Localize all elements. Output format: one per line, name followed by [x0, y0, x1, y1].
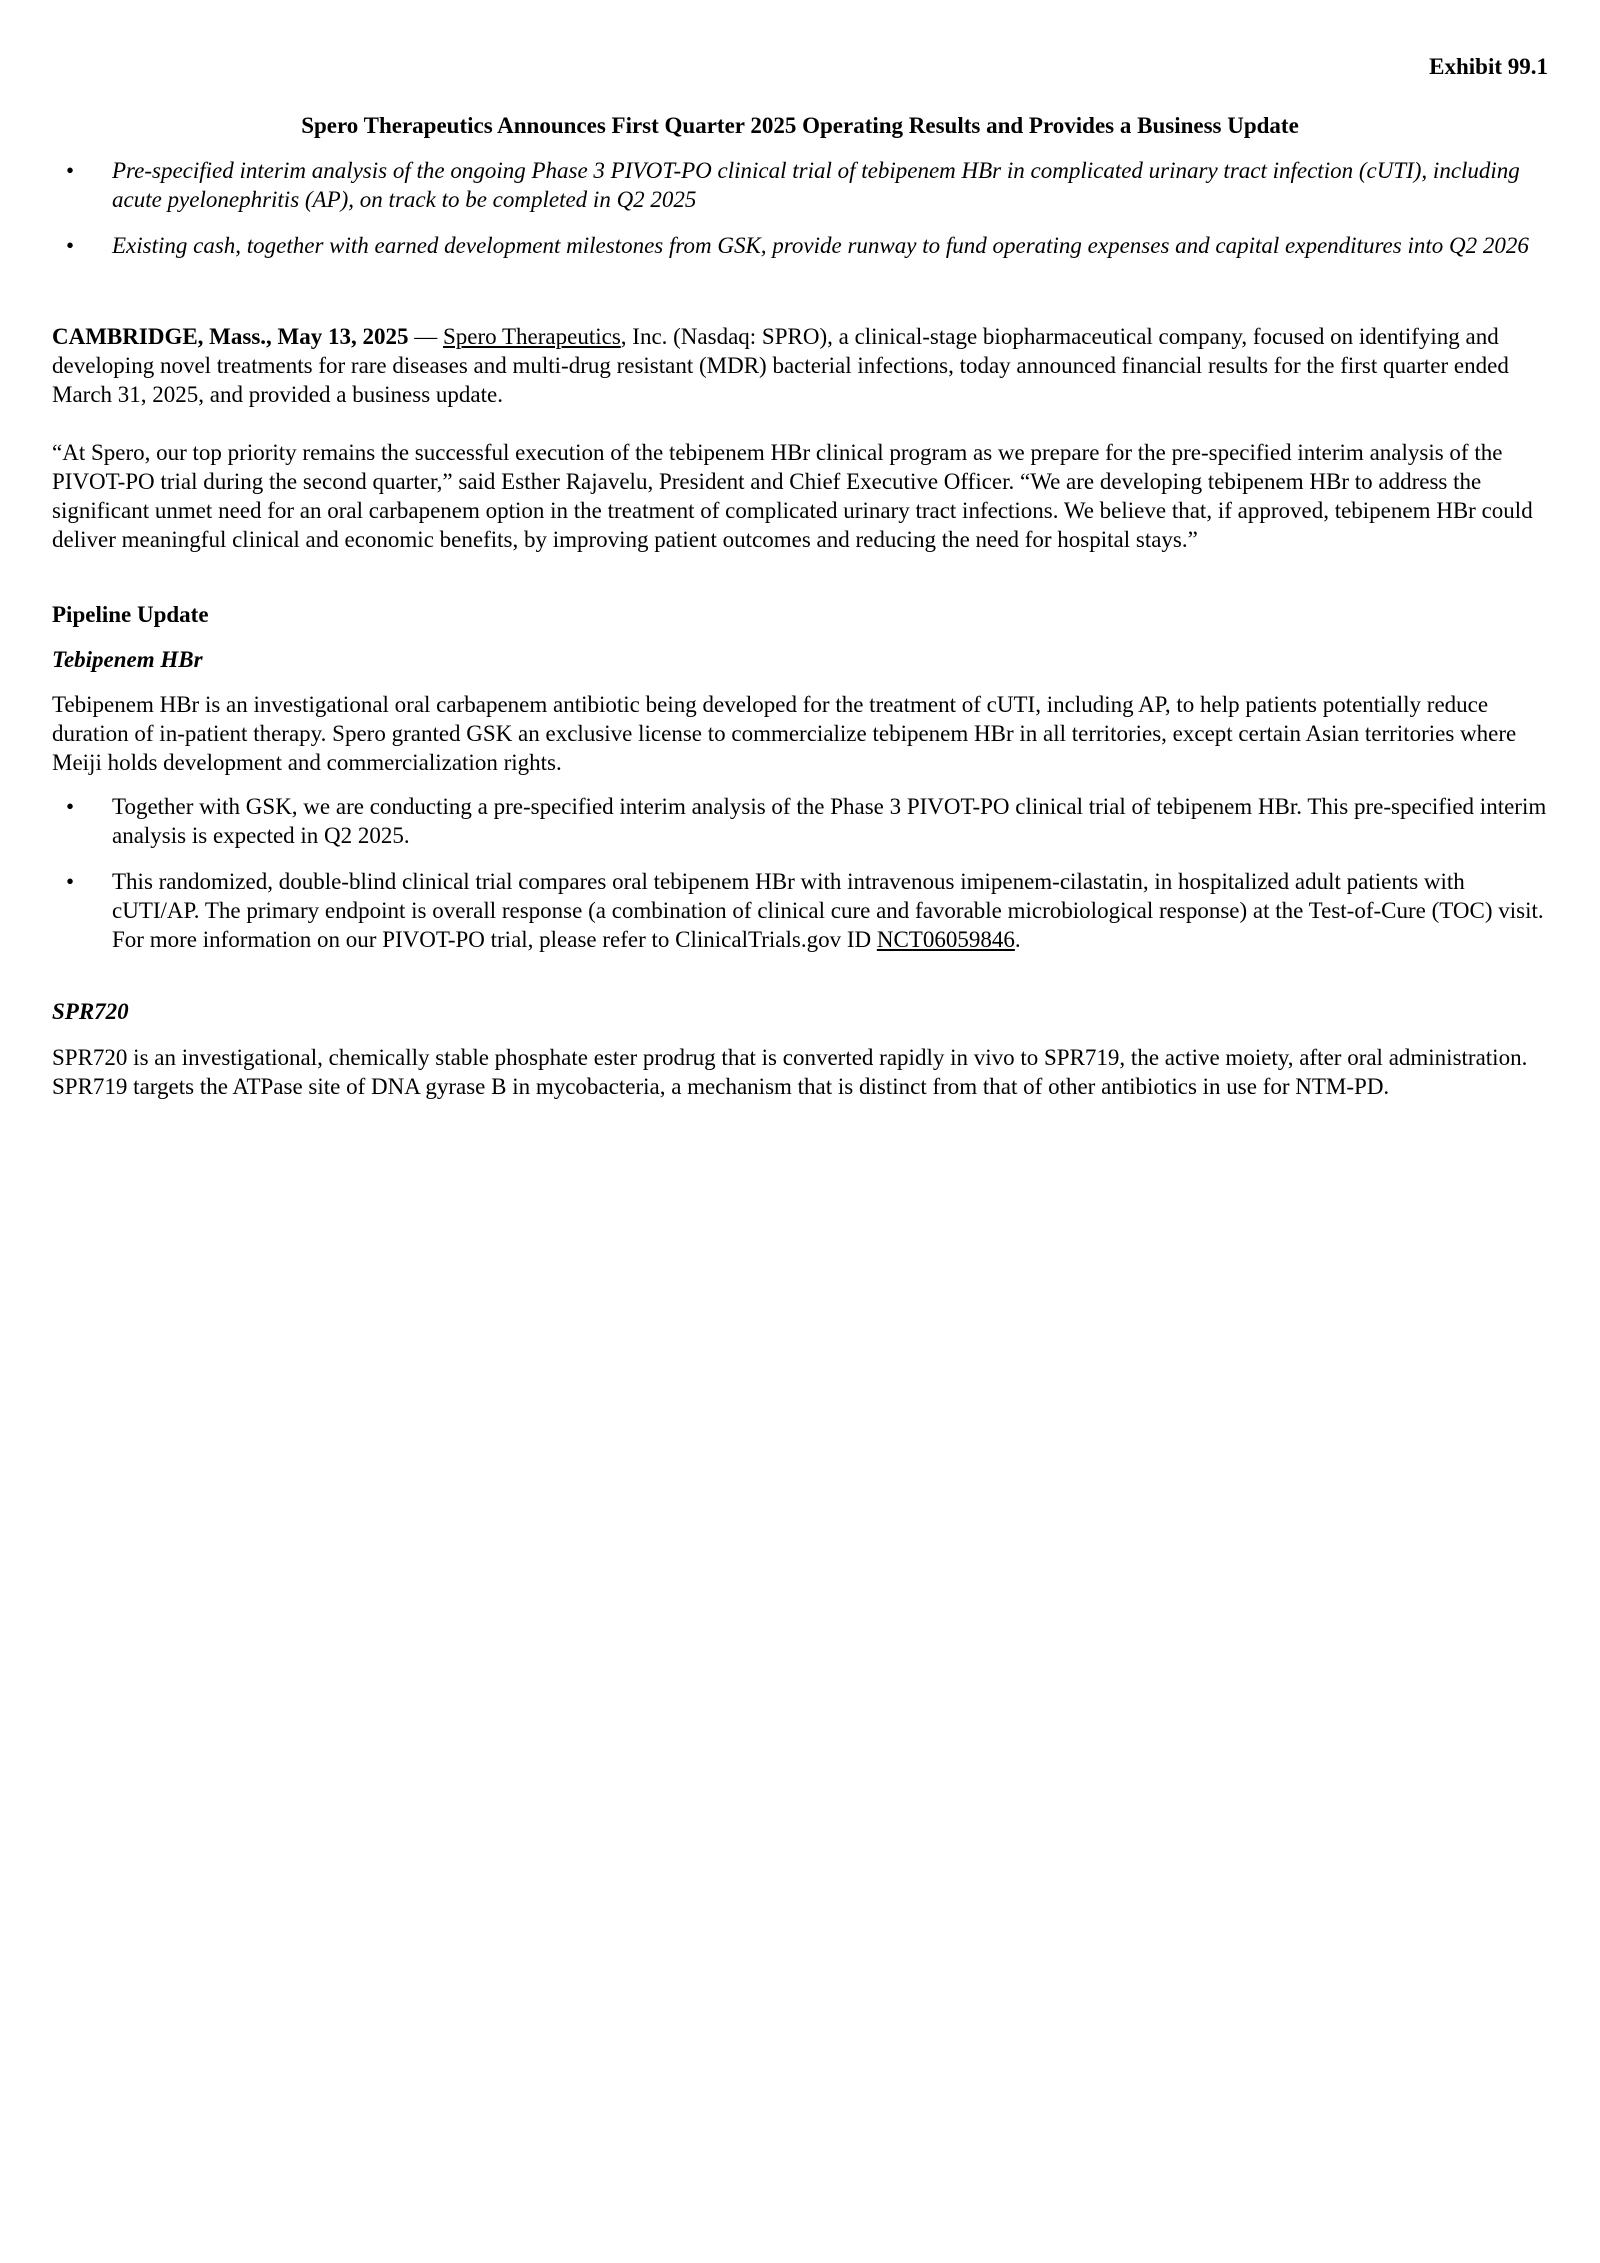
company-link[interactable]: Spero Therapeutics	[443, 324, 621, 349]
tebipenem-bullets	[52, 792, 1548, 954]
tebipenem-heading: Tebipenem HBr	[52, 647, 203, 672]
bullet-marker: •	[66, 158, 75, 183]
intro-text: , Inc. (Nasdaq: SPRO), a clinical-stage biopharmaceutical company, focused on identifying and developing novel treatments for rare diseases and multi-drug resistant (MDR) bacterial infections, today announced financial results for the first quarter ended March 31, 2025, and provided a business update.	[52, 324, 1509, 407]
tebipenem-bullet-text: This randomized, double-blind clinical trial compares oral tebipenem HBr with intravenous imipenem-cilastatin, in hospitalized adult patients with cUTI/AP. The primary endpoint is overall response (a combination of clinical cure and favorable microbiological response) at the Test-of-Cure (TOC) visit. For more information on our PIVOT-PO trial, please refer to ClinicalTrials.gov ID	[112, 869, 1544, 952]
bullet-marker: •	[66, 869, 75, 894]
exhibit-label: Exhibit 99.1	[1429, 54, 1548, 79]
bullet-marker: •	[66, 233, 75, 258]
highlights-list	[52, 156, 1548, 260]
dateline-dash: —	[408, 324, 443, 349]
spr720-heading: SPR720	[52, 999, 129, 1024]
bullet-marker: •	[66, 794, 75, 819]
tebipenem-bullet-item	[52, 867, 1548, 954]
clinicaltrials-link[interactable]: NCT06059846	[876, 927, 1015, 952]
spr720-description: SPR720 is an investigational, chemically stable phosphate ester prodrug that is converted rapidly in vivo to SPR719, the active moiety, after oral administration. SPR719 targets the ATPase site of DNA gyrase B in mycobacteria, a mechanism that is distinct from that of other antibiotics in use for NTM-PD.	[52, 1045, 1528, 1099]
sentence-end: .	[1014, 927, 1021, 952]
ceo-quote-paragraph: “At Spero, our top priority remains the successful execution of the tebipenem HBr clinical program as we prepare for the pre-specified interim analysis of the PIVOT-PO trial during the second quarter,” said Esther Rajavelu, President and Chief Executive Officer. “We are developing tebipenem HBr to address the significant unmet need for an oral carbapenem option in the treatment of complicated urinary tract infections. We believe that, if approved, tebipenem HBr could deliver meaningful clinical and economic benefits, by improving patient outcomes and reducing the need for hospital stays.”	[52, 440, 1533, 552]
tebipenem-description: Tebipenem HBr is an investigational oral carbapenem antibiotic being developed for the treatment of cUTI, including AP, to help patients potentially reduce duration of in-patient therapy. Spero granted GSK an exclusive license to commercialize tebipenem HBr in all territories, except certain Asian territories where Meiji holds development and commercialization rights.	[52, 692, 1517, 775]
highlight-text: Existing cash, together with earned development milestones from GSK, provide runway to fund operating expenses and capital expenditures into Q2 2026	[112, 233, 1529, 258]
pipeline-update-heading: Pipeline Update	[52, 602, 209, 627]
tebipenem-bullet-text: Together with GSK, we are conducting a pre-specified interim analysis of the Phase 3 PIVOT-PO clinical trial of tebipenem HBr. This pre-specified interim analysis is expected in Q2 2025.	[112, 794, 1547, 848]
highlight-item	[52, 156, 1548, 214]
press-release-headline: Spero Therapeutics Announces First Quarter 2025 Operating Results and Provides a Business Update	[301, 113, 1299, 138]
highlight-item	[52, 231, 1548, 260]
highlight-text: Pre-specified interim analysis of the ongoing Phase 3 PIVOT-PO clinical trial of tebipenem HBr in complicated urinary tract infection (cUTI), including acute pyelonephritis (AP), on track to be completed in Q2 2025	[112, 158, 1520, 212]
intro-paragraph	[52, 322, 1548, 409]
dateline: CAMBRIDGE, Mass., May 13, 2025	[52, 324, 409, 349]
tebipenem-bullet-item	[52, 792, 1548, 850]
